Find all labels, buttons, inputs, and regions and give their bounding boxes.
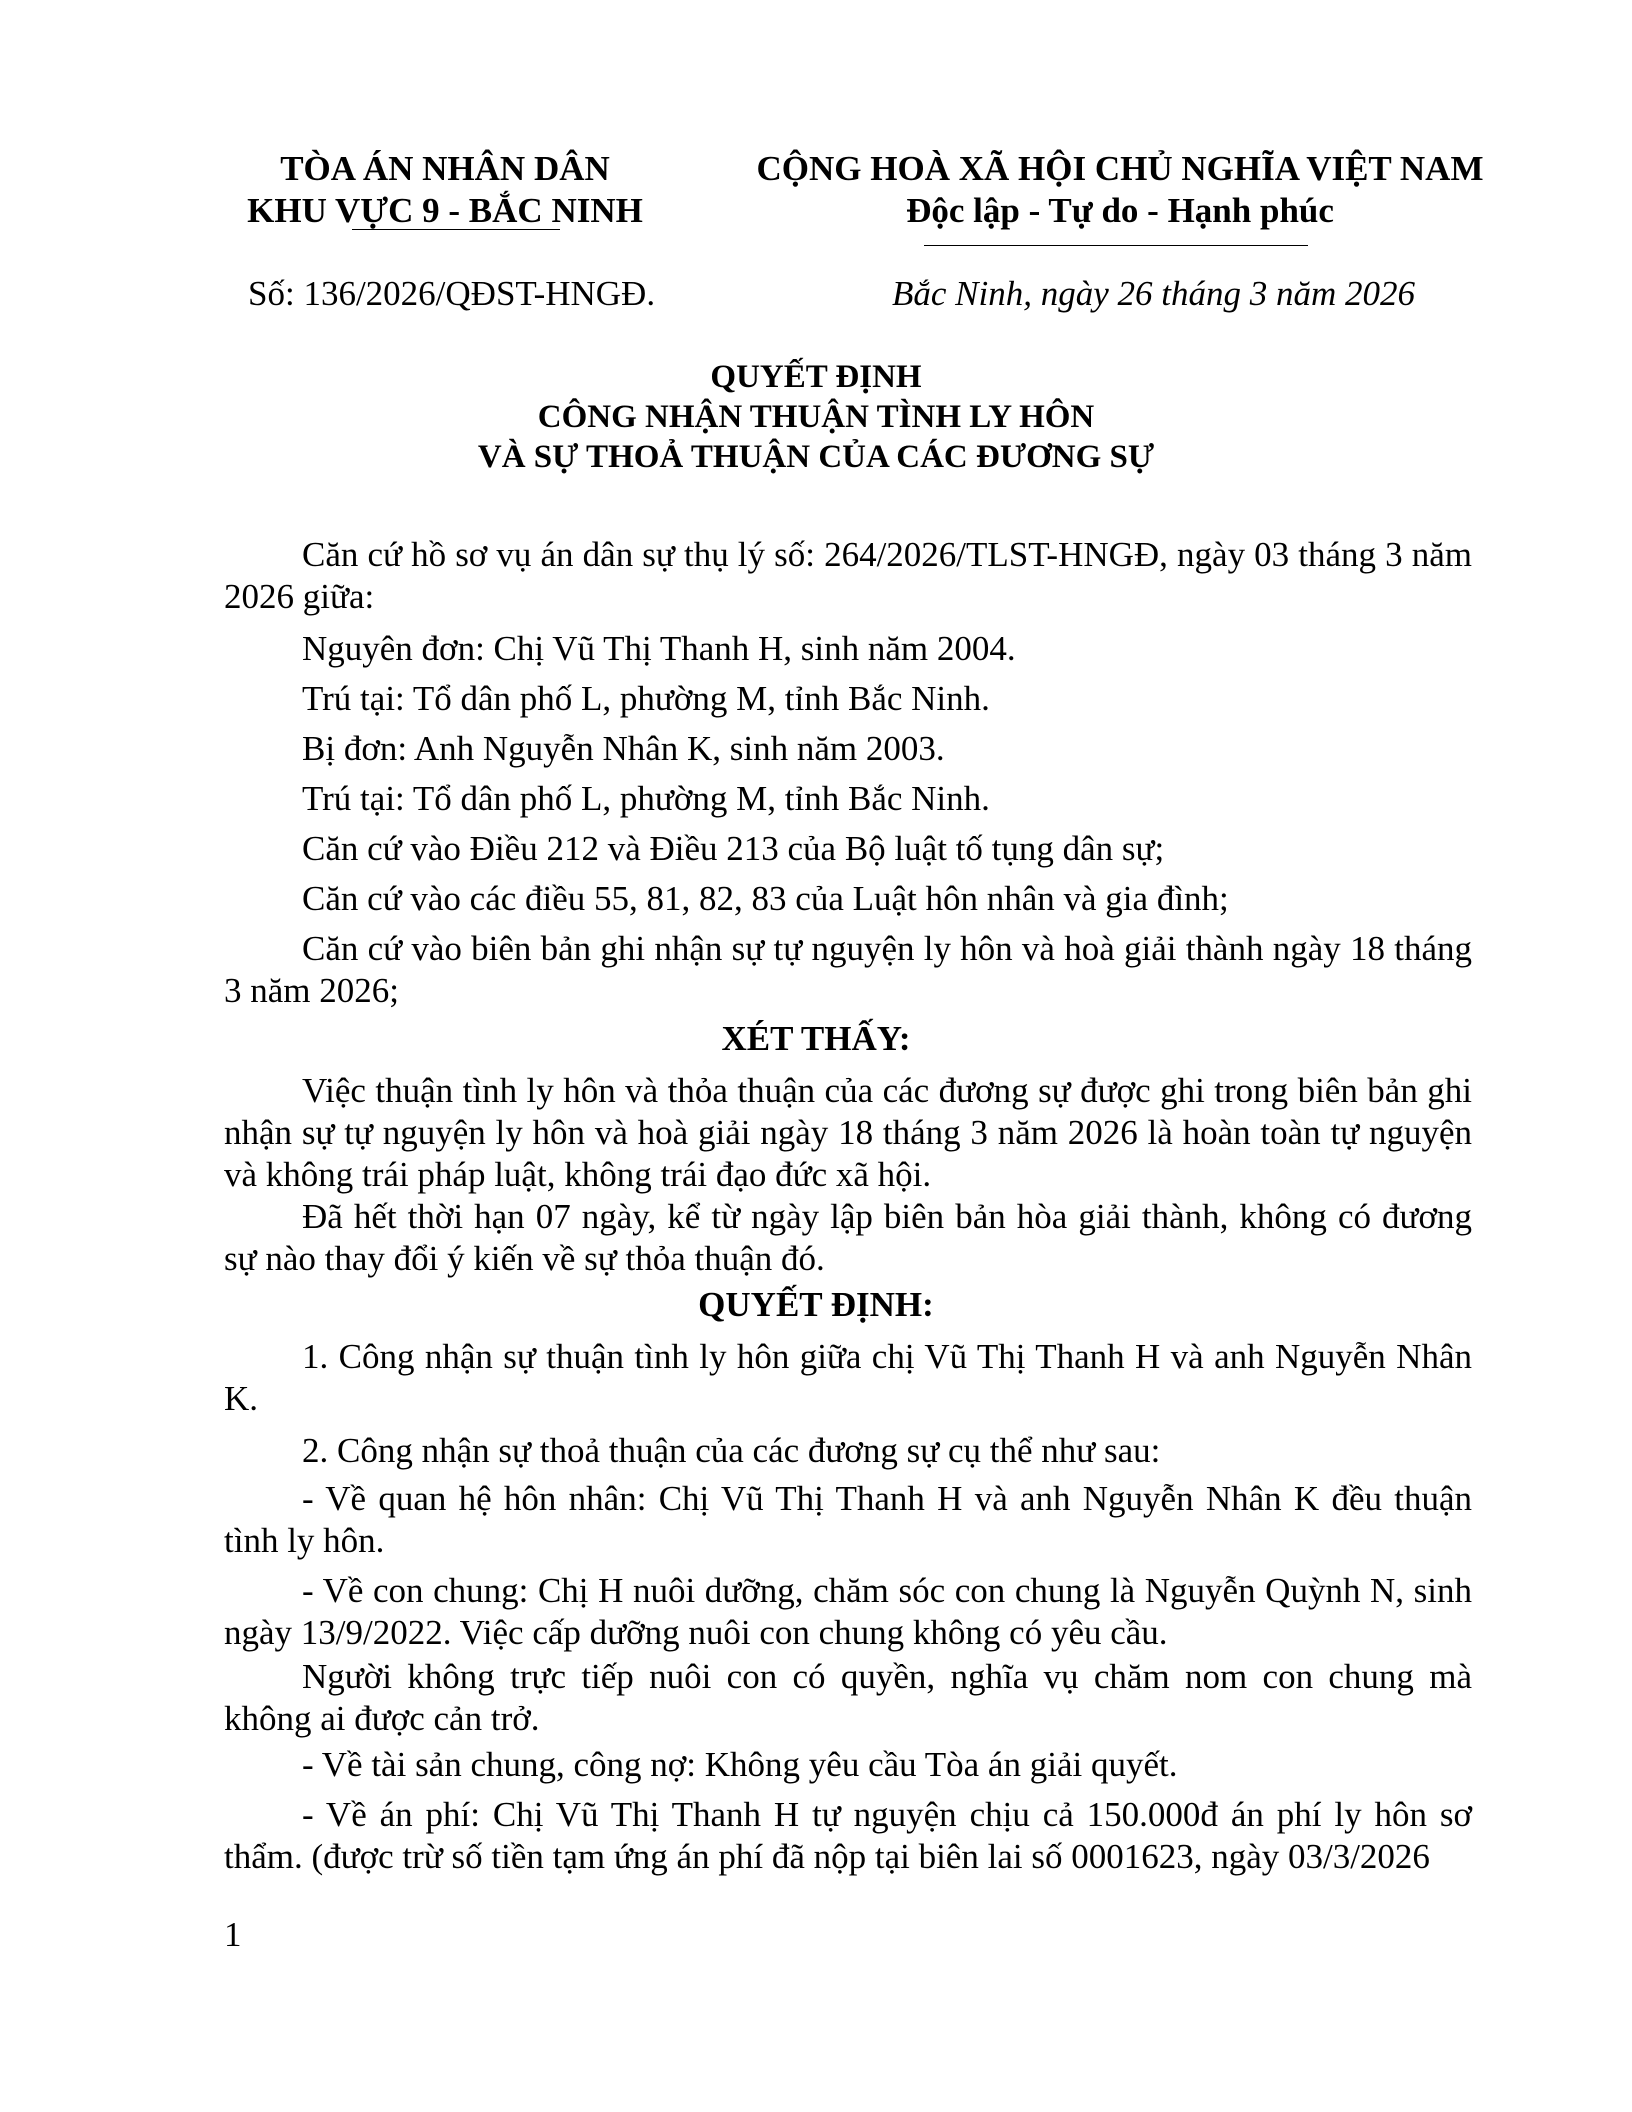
motto-underline xyxy=(924,245,1308,246)
decision-children: - Về con chung: Chị H nuôi dưỡng, chăm sóc con chung là Nguyễn Quỳnh N, sinh ngày 13/9/2022. Việc cấp dưỡng nuôi con chung không có yêu cầu. xyxy=(224,1571,1472,1652)
doc-title: QUYẾT ĐỊNH xyxy=(710,359,922,395)
doc-subtitle-1: CÔNG NHẬN THUẬN TÌNH LY HÔN xyxy=(537,399,1095,435)
decision-heading: QUYẾT ĐỊNH: xyxy=(698,1285,934,1324)
findings-heading: XÉT THẤY: xyxy=(721,1019,911,1058)
decision-item-1: 1. Công nhận sự thuận tình ly hôn giữa chị Vũ Thị Thanh H và anh Nguyễn Nhân K. xyxy=(224,1337,1472,1418)
decision-visitation: Người không trực tiếp nuôi con có quyền, nghĩa vụ chăm nom con chung mà không ai được cản trở. xyxy=(224,1657,1472,1738)
decision-fees: - Về án phí: Chị Vũ Thị Thanh H tự nguyện chịu cả 150.000đ án phí ly hôn sơ thẩm. (được trừ số tiền tạm ứng án phí đã nộp tại biên lai số 0001623, ngày 03/3/2026 xyxy=(224,1795,1472,1876)
basis-law-2: Căn cứ vào các điều 55, 81, 82, 83 của Luật hôn nhân và gia đình; xyxy=(302,879,1229,918)
findings-para-1: Việc thuận tình ly hôn và thỏa thuận của các đương sự được ghi trong biên bản ghi nhận sự tự nguyện ly hôn và hoà giải ngày 18 tháng 3 năm 2026 là hoàn toàn tự nguyện và không trái pháp luật, không trái đạo đức xã hội. xyxy=(224,1071,1472,1194)
findings-para-2: Đã hết thời hạn 07 ngày, kể từ ngày lập biên bản hòa giải thành, không có đương sự nào thay đổi ý kiến về sự thỏa thuận đó. xyxy=(224,1197,1472,1278)
basis-record: Căn cứ vào biên bản ghi nhận sự tự nguyện ly hôn và hoà giải thành ngày 18 tháng 3 năm 2026; xyxy=(224,929,1472,1010)
basis-case-file: Căn cứ hồ sơ vụ án dân sự thụ lý số: 264/2026/TLST-HNGĐ, ngày 03 tháng 3 năm 2026 giữa: xyxy=(224,535,1472,616)
court-name: TÒA ÁN NHÂN DÂN xyxy=(280,149,610,188)
nation-motto: Độc lập - Tự do - Hạnh phúc xyxy=(906,191,1334,230)
basis-plaintiff-address: Trú tại: Tổ dân phố L, phường M, tỉnh Bắc Ninh. xyxy=(302,679,990,718)
basis-defendant: Bị đơn: Anh Nguyễn Nhân K, sinh năm 2003. xyxy=(302,729,945,768)
decision-number: Số: 136/2026/QĐST-HNGĐ. xyxy=(248,274,656,313)
decision-marriage: - Về quan hệ hôn nhân: Chị Vũ Thị Thanh H và anh Nguyễn Nhân K đều thuận tình ly hôn. xyxy=(224,1479,1472,1560)
place-date: Bắc Ninh, ngày 26 tháng 3 năm 2026 xyxy=(892,274,1416,313)
page-number: 1 xyxy=(224,1915,242,1954)
nation-name: CỘNG HOÀ XÃ HỘI CHỦ NGHĨA VIỆT NAM xyxy=(756,149,1484,188)
basis-defendant-address: Trú tại: Tổ dân phố L, phường M, tỉnh Bắc Ninh. xyxy=(302,779,990,818)
decision-item-2: 2. Công nhận sự thoả thuận của các đương sự cụ thể như sau: xyxy=(302,1431,1161,1470)
decision-property: - Về tài sản chung, công nợ: Không yêu cầu Tòa án giải quyết. xyxy=(302,1745,1178,1784)
court-district: KHU VỰC 9 - BẮC NINH xyxy=(247,191,643,230)
doc-subtitle-2: VÀ SỰ THOẢ THUẬN CỦA CÁC ĐƯƠNG SỰ xyxy=(477,439,1155,475)
court-underline xyxy=(352,229,560,230)
basis-plaintiff: Nguyên đơn: Chị Vũ Thị Thanh H, sinh năm 2004. xyxy=(302,629,1016,668)
basis-law-1: Căn cứ vào Điều 212 và Điều 213 của Bộ luật tố tụng dân sự; xyxy=(302,829,1165,868)
